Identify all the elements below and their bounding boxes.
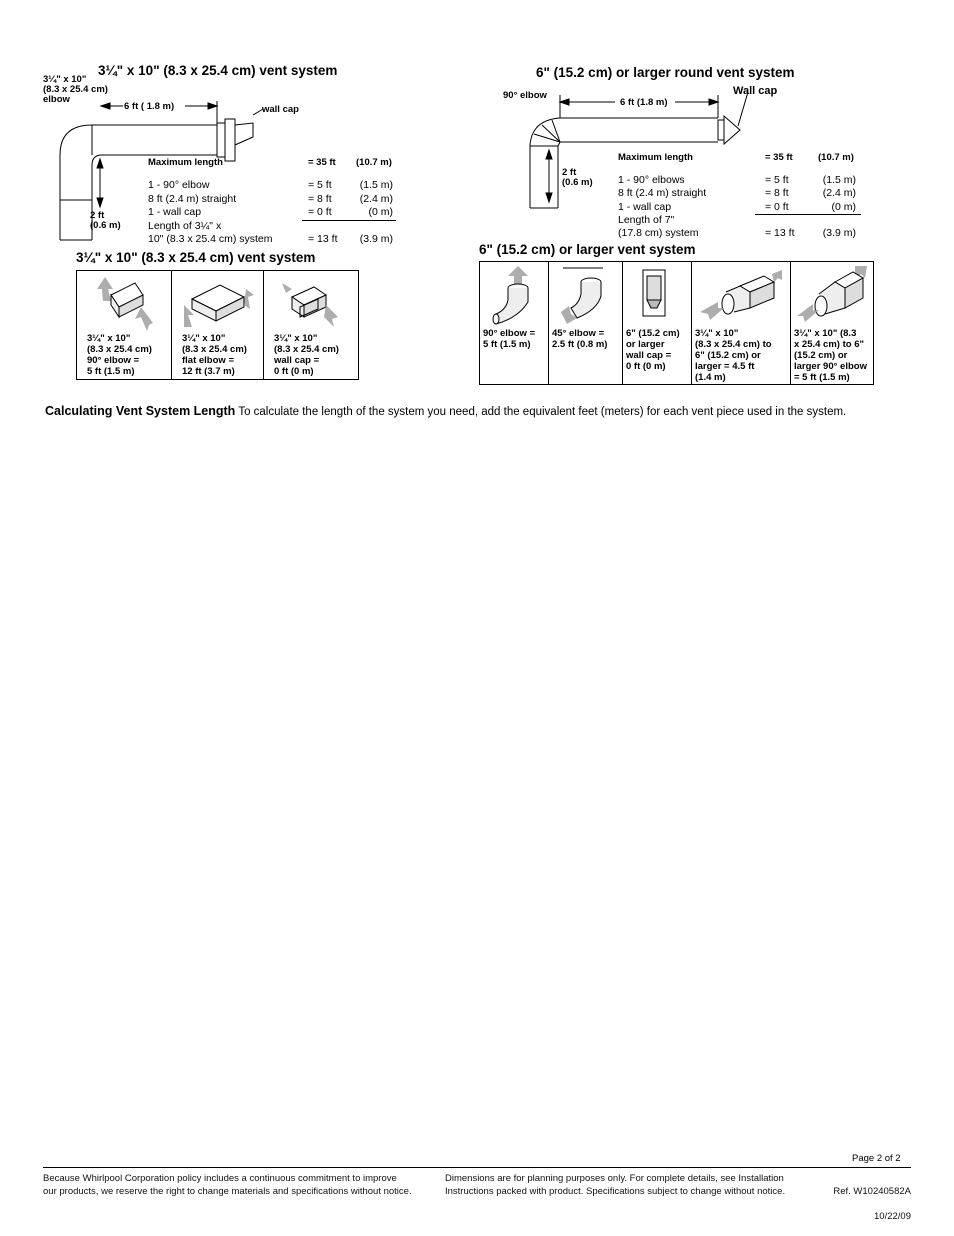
calc-text: To calculate the length of the system you need, add the equivalent feet (meters) for each vent piece used in the system. xyxy=(235,406,847,418)
right-table-cell-2: 6" (15.2 cm) or larger wall cap = 0 ft (0 m) xyxy=(623,262,692,384)
footer-left-text: Because Whirlpool Corporation policy includes a continuous commitment to improve our products, we reserve the right to change materials and specifications without notice. xyxy=(43,1173,412,1197)
right-elbow-label: 90° elbow xyxy=(503,90,547,101)
rect-elbow-icon xyxy=(97,275,157,333)
right-table-cell-1: 45° elbow = 2.5 ft (0.8 m) xyxy=(549,262,623,384)
footer-date: 10/22/09 xyxy=(874,1210,911,1222)
left-height-label: 2 ft (0.6 m) xyxy=(90,210,121,231)
footer-ref xyxy=(790,1173,911,1236)
right-table-cell-3: 3¼" x 10" (8.3 x 25.4 cm) to 6" (15.2 cm) or larger = 4.5 ft (1.4 m) xyxy=(692,262,791,384)
flat-elbow-icon xyxy=(184,275,254,333)
right-table-cell-0: 90° elbow = 5 ft (1.5 m) xyxy=(480,262,549,384)
left-parts-table xyxy=(76,270,359,380)
rect-wall-cap-icon xyxy=(278,277,342,331)
round-90-elbow-icon xyxy=(488,266,540,326)
round-wall-cap-icon xyxy=(639,268,675,326)
footer-rule xyxy=(43,1167,911,1168)
right-table-cell-4: 3¼" x 10" (8.3 x 25.4 cm) to 6" (15.2 cm) or larger 90° elbow = 5 ft (1.5 m) xyxy=(791,262,873,384)
footer-mid-text: Dimensions are for planning purposes only. For complete details, see Installation Instructions packed with product. Specifications subject to change without notice. xyxy=(445,1173,786,1197)
right-spec-rule xyxy=(755,214,861,215)
left-diagram-title: 3¼" x 10" (8.3 x 25.4 cm) vent system xyxy=(98,63,338,78)
round-45-elbow-icon xyxy=(561,266,613,326)
left-table-cell-0: 3¼" x 10" (8.3 x 25.4 cm) 90° elbow = 5 ft (1.5 m) xyxy=(77,271,172,379)
left-spec-rule xyxy=(302,220,396,221)
left-wall-cap-label: wall cap xyxy=(262,104,299,115)
transition-icon xyxy=(698,268,784,324)
calc-paragraph xyxy=(45,404,846,418)
left-length-label: 6 ft ( 1.8 m) xyxy=(124,101,175,112)
left-elbow-label: 3¼" x 10" (8.3 x 25.4 cm) elbow xyxy=(43,74,108,105)
right-table-title: 6" (15.2 cm) or larger vent system xyxy=(479,242,696,257)
right-length-label: 6 ft (1.8 m) xyxy=(620,97,668,108)
right-parts-table xyxy=(479,261,874,385)
left-table-cell-2: 3¼" x 10" (8.3 x 25.4 cm) wall cap = 0 ft (0 m) xyxy=(264,271,358,379)
page-number: Page 2 of 2 xyxy=(852,1153,901,1164)
right-wall-cap-label: Wall cap xyxy=(733,85,778,97)
transition-elbow-icon xyxy=(795,264,871,326)
footer-ref-number: Ref. W10240582A xyxy=(833,1185,911,1197)
right-diagram-title: 6" (15.2 cm) or larger round vent system xyxy=(536,65,795,80)
calc-heading: Calculating Vent System Length xyxy=(45,404,236,418)
right-height-label: 2 ft (0.6 m) xyxy=(562,167,593,188)
left-table-title: 3¼" x 10" (8.3 x 25.4 cm) vent system xyxy=(76,250,316,265)
left-table-cell-1: 3¼" x 10" (8.3 x 25.4 cm) flat elbow = 12 ft (3.7 m) xyxy=(172,271,264,379)
